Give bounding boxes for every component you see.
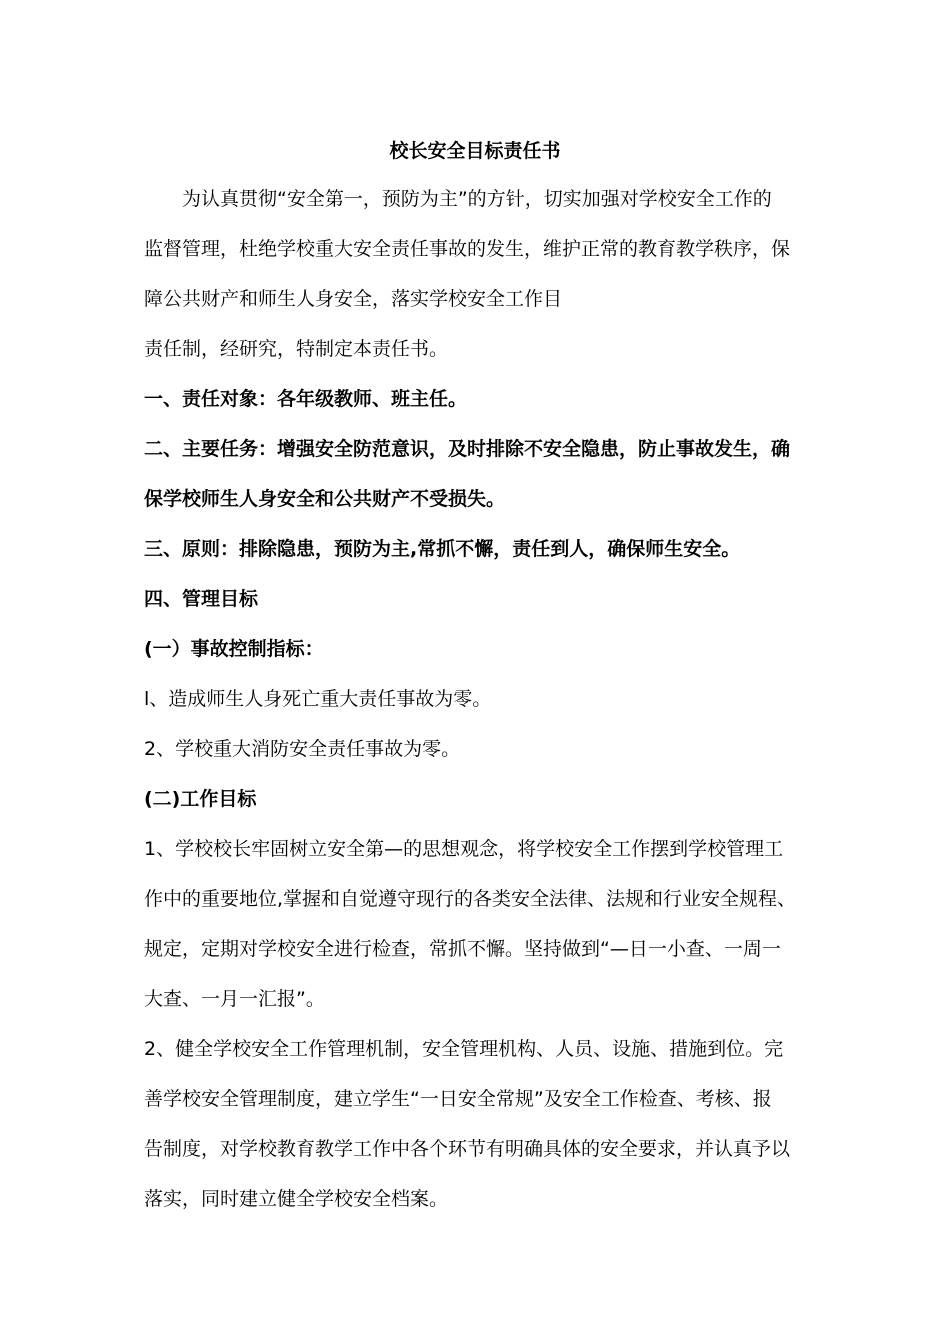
accident-control-item: 2、学校重大消防安全责任事故为零。 — [144, 738, 461, 760]
section-main-task-line: 二、主要任务：增强安全防范意识，及时排除不安全隐患，防止事故发生，确 — [144, 438, 791, 460]
section-management-goals: 四、管理目标 — [144, 588, 259, 610]
work-goal-1-line: 作中的重要地位,掌握和自觉遵守现行的各类安全法律、法规和行业安全规程、 — [144, 888, 797, 910]
intro-line: 为认真贯彻“安全第一，预防为主”的方针，切实加强对学校安全工作的 — [182, 188, 772, 210]
subsection-work-goals-heading: (二)工作目标 — [144, 788, 257, 810]
work-goal-1-line: 规定，定期对学校安全进行检查，常抓不懈。坚持做到“—日一小查、一周一 — [144, 938, 781, 960]
work-goal-2-line: 落实，同时建立健全学校安全档案。 — [144, 1188, 449, 1210]
section-principle: 三、原则：排除隐患，预防为主,常抓不懈，责任到人，确保师生安全。 — [144, 538, 741, 560]
section-main-task-line: 保学校师生人身安全和公共财产不受损失。 — [144, 488, 506, 510]
work-goal-1-line: 1、学校校长牢固树立安全第—的思想观念，将学校安全工作摆到学校管理工 — [144, 838, 784, 860]
accident-control-item: l、造成师生人身死亡重大责任事故为零。 — [144, 688, 492, 710]
intro-line: 监督管理，杜绝学校重大安全责任事故的发生，维护正常的教育教学秩序，保 — [144, 238, 791, 260]
intro-line: 障公共财产和师生人身安全，落实学校安全工作目 — [144, 288, 563, 310]
work-goal-1-line: 大查、一月一汇报”。 — [144, 988, 325, 1010]
subsection-accident-control-heading: (一）事故控制指标： — [144, 638, 324, 660]
intro-line: 责任制，经研究，特制定本责任书。 — [144, 338, 449, 360]
work-goal-2-line: 善学校安全管理制度，建立学生“一日安全常规”及安全工作检查、考核、报 — [144, 1088, 772, 1110]
document-title: 校长安全目标责任书 — [389, 140, 561, 162]
work-goal-2-line: 2、健全学校安全工作管理机制，安全管理机构、人员、设施、措施到位。完 — [144, 1038, 784, 1060]
work-goal-2-line: 告制度，对学校教育教学工作中各个环节有明确具体的安全要求，并认真予以 — [144, 1138, 791, 1160]
section-responsibility-target: 一、责任对象：各年级教师、班主任。 — [144, 388, 468, 410]
